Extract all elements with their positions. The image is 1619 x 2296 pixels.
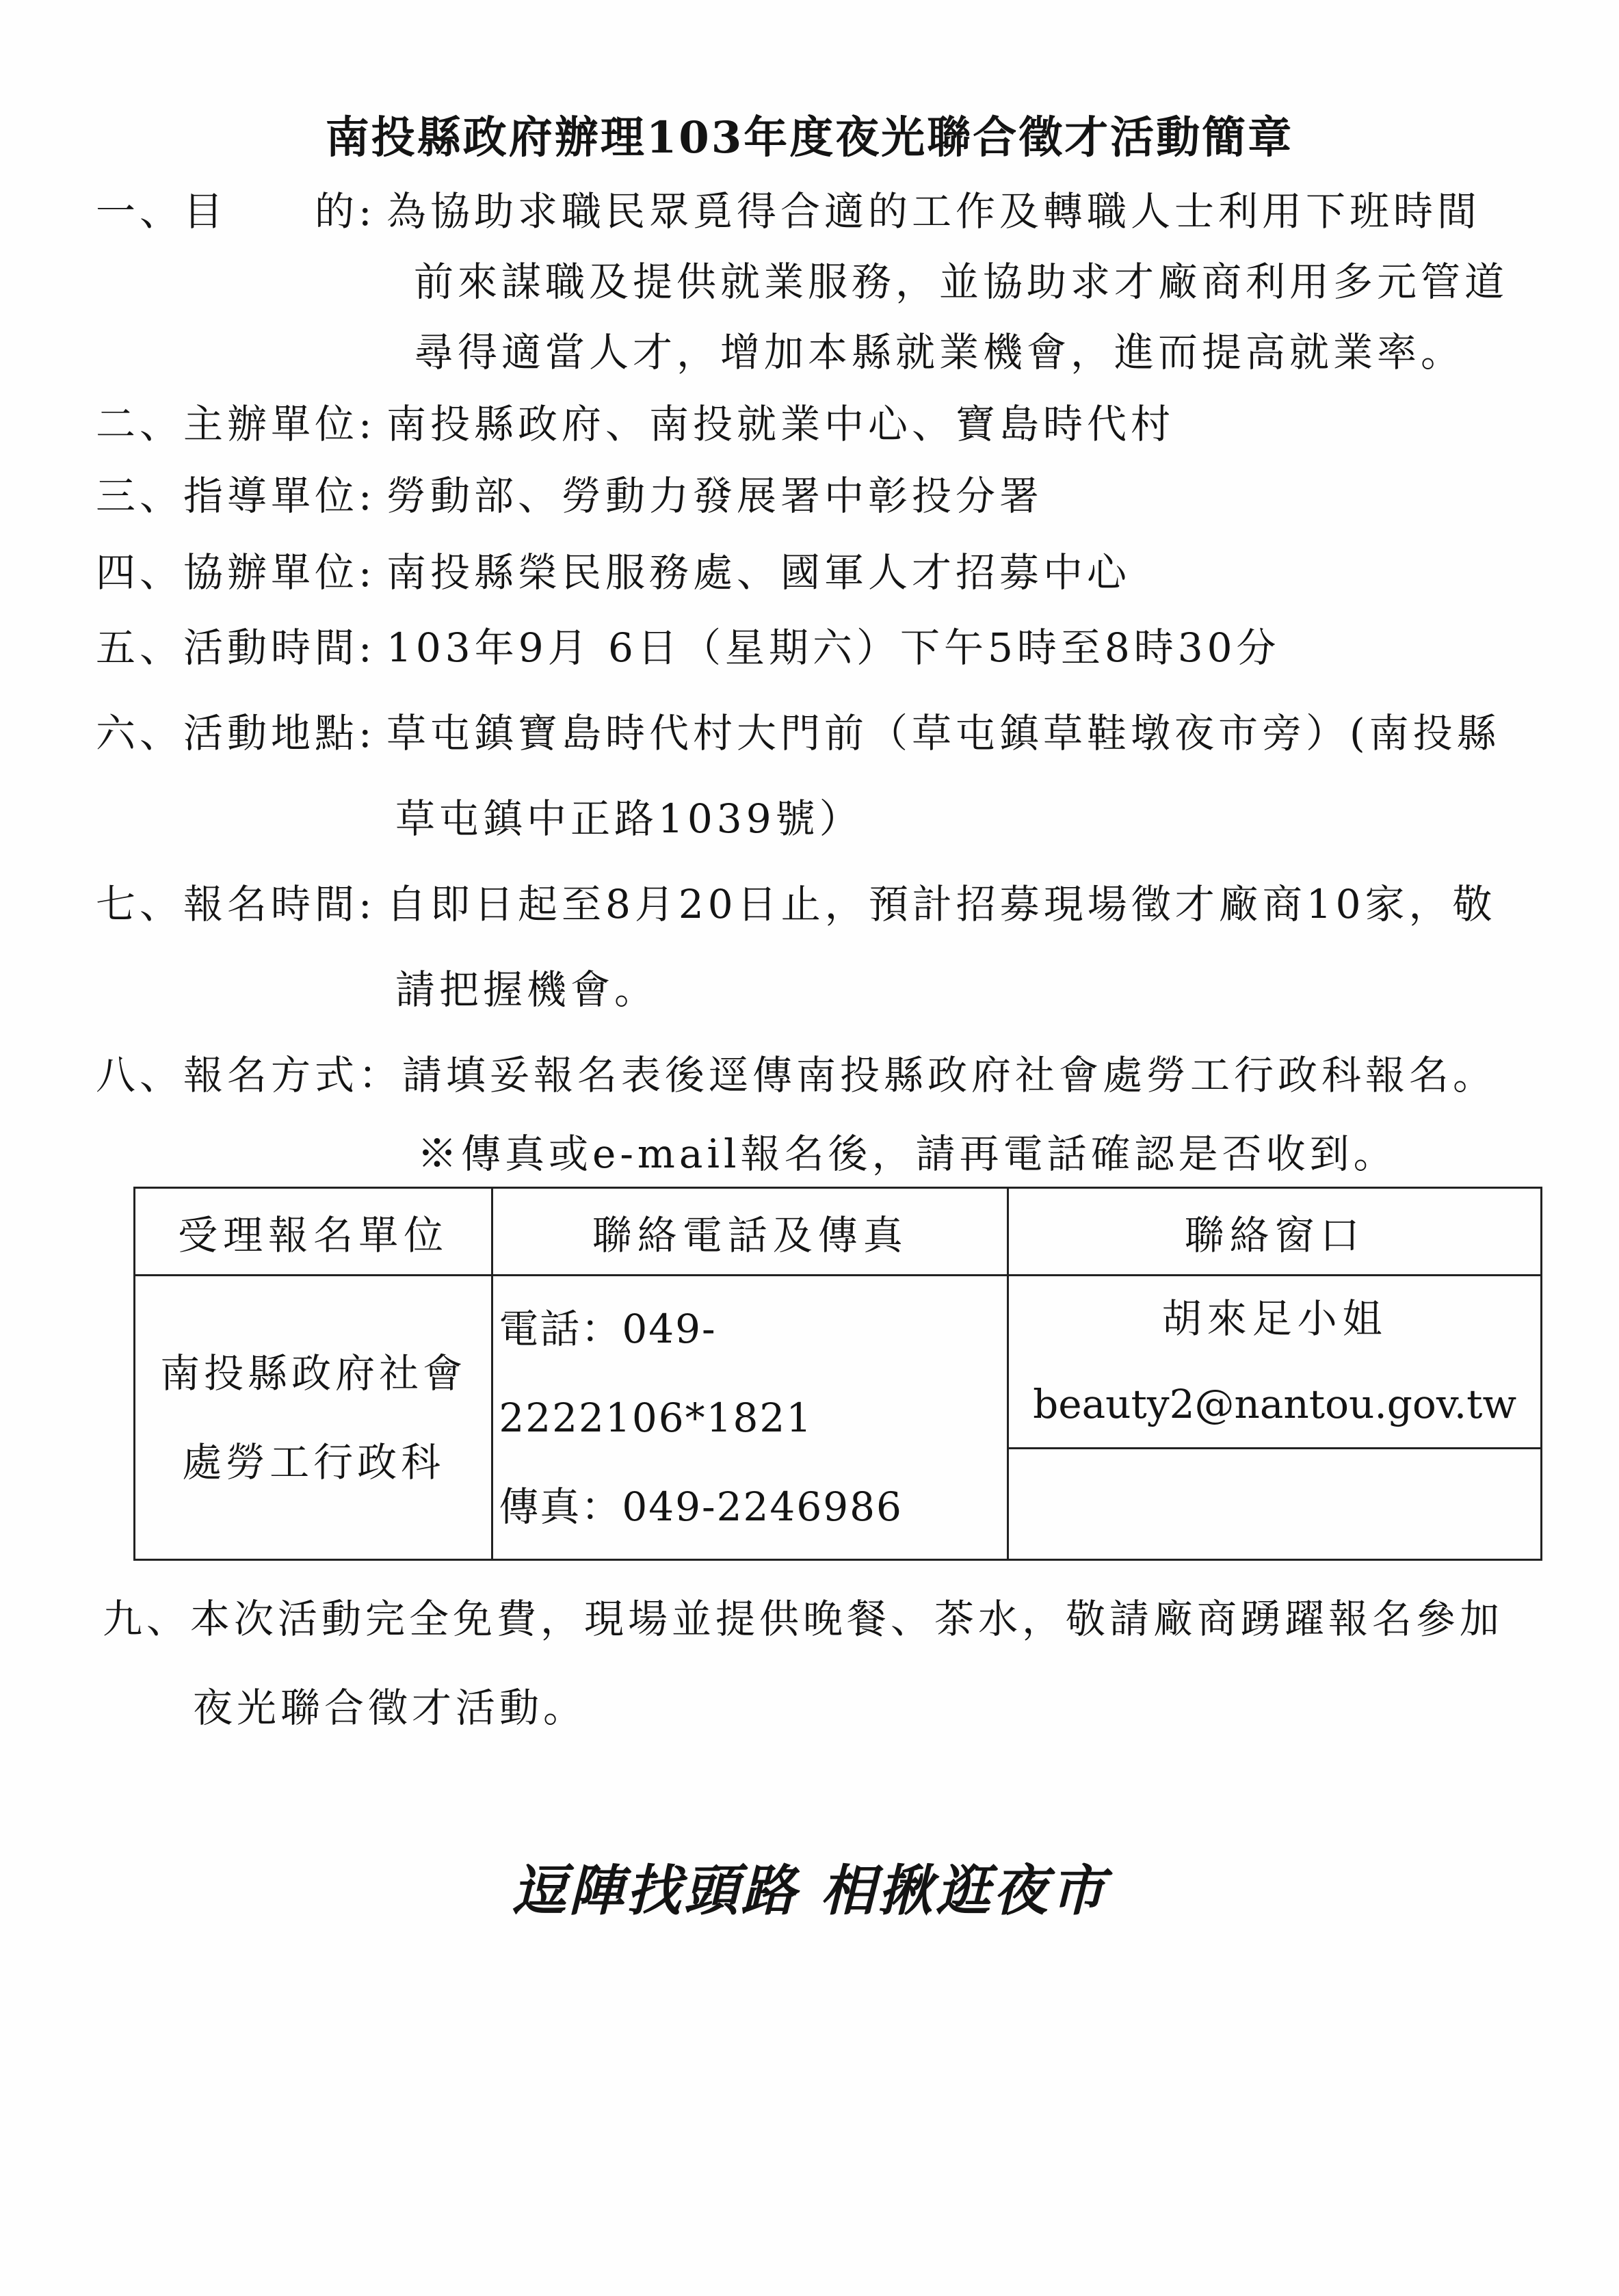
section-time-text: 103年9月 6日（星期六）下午5時至8時30分 <box>386 624 1280 671</box>
section-purpose <box>96 179 1481 237</box>
section-venue-label: 六、活動地點: <box>96 710 376 756</box>
section-registration-method-line1: 請填妥報名表後逕傳南投縣政府社會處勞工行政科報名。 <box>402 1052 1497 1098</box>
section-organizer-label: 二、主辦單位: <box>96 401 376 447</box>
section-supervisor-text: 勞動部、勞動力發展署中彰投分署 <box>386 473 1044 519</box>
slogan: 逗陣找頭路 相揪逛夜市 <box>511 1859 1108 1923</box>
section-organizer <box>96 392 1174 449</box>
table-row <box>135 1276 1542 1449</box>
table-cell-phone <box>492 1276 1008 1560</box>
section-registration-time-label: 七、報名時間: <box>96 881 376 927</box>
section-supervisor-label: 三、指導單位: <box>96 473 376 519</box>
registration-table <box>133 1187 1542 1561</box>
section-venue <box>96 701 1501 758</box>
section-purpose-line1: 為協助求職民眾覓得合適的工作及轉職人士利用下班時間 <box>386 188 1482 235</box>
section-registration-method-label: 八、報名方式： <box>96 1052 403 1098</box>
section-time <box>96 616 1280 673</box>
section-registration-method-note: ※傳真或e-mail報名後，請再電話確認是否收到。 <box>417 1131 1397 1177</box>
table-unit-line2: 處勞工行政科 <box>182 1438 445 1486</box>
section-co-organizer-text: 南投縣榮民服務處、國軍人才招募中心 <box>386 549 1131 596</box>
section-registration-time <box>96 872 1497 929</box>
section-purpose-label: 一、目 的: <box>96 188 376 235</box>
section-venue-line2: 草屯鎮中正路1039號） <box>395 795 863 842</box>
document-title: 南投縣政府辦理103年度夜光聯合徵才活動簡章 <box>325 112 1294 163</box>
section-time-label: 五、活動時間: <box>96 624 376 671</box>
table-unit-line1: 南投縣政府社會 <box>160 1349 467 1397</box>
table-contact-email[interactable]: beauty2@nantou.gov.tw <box>1033 1381 1517 1427</box>
table-fax: 傳真：049-2246986 <box>499 1483 903 1530</box>
table-cell-contact <box>1008 1276 1542 1449</box>
section-co-organizer <box>96 540 1131 598</box>
table-header-contact: 聯絡窗口 <box>1008 1188 1542 1276</box>
section-venue-line1: 草屯鎮寶島時代村大門前（草屯鎮草鞋墩夜市旁）(南投縣 <box>386 710 1501 756</box>
section-purpose-line3: 尋得適當人才，增加本縣就業機會，進而提高就業率。 <box>414 329 1465 375</box>
section-registration-method <box>96 1043 1497 1100</box>
table-cell-empty <box>1008 1449 1542 1560</box>
section-registration-time-line1: 自即日起至8月20日止，預計招募現場徵才廠商10家，敬 <box>386 881 1497 927</box>
section-supervisor <box>96 464 1043 521</box>
section-co-organizer-label: 四、協辦單位: <box>96 549 376 596</box>
table-header-row <box>135 1188 1542 1276</box>
table-phone: 電話：049-2222106*1821 <box>499 1305 813 1441</box>
section-note-free-line2: 夜光聯合徵才活動。 <box>193 1685 588 1731</box>
section-organizer-text: 南投縣政府、南投就業中心、寶島時代村 <box>386 401 1175 447</box>
section-registration-time-line2: 請把握機會。 <box>395 966 659 1013</box>
table-header-phone: 聯絡電話及傳真 <box>492 1188 1008 1276</box>
table-contact-name: 胡來足小姐 <box>1161 1295 1388 1342</box>
section-purpose-line2: 前來謀職及提供就業服務，並協助求才廠商利用多元管道 <box>414 259 1509 305</box>
table-header-unit: 受理報名單位 <box>135 1188 492 1276</box>
section-note-free-line1: 九、本次活動完全免費，現場並提供晚餐、茶水，敬請廠商踴躍報名參加 <box>103 1596 1504 1642</box>
table-cell-unit <box>135 1276 492 1560</box>
